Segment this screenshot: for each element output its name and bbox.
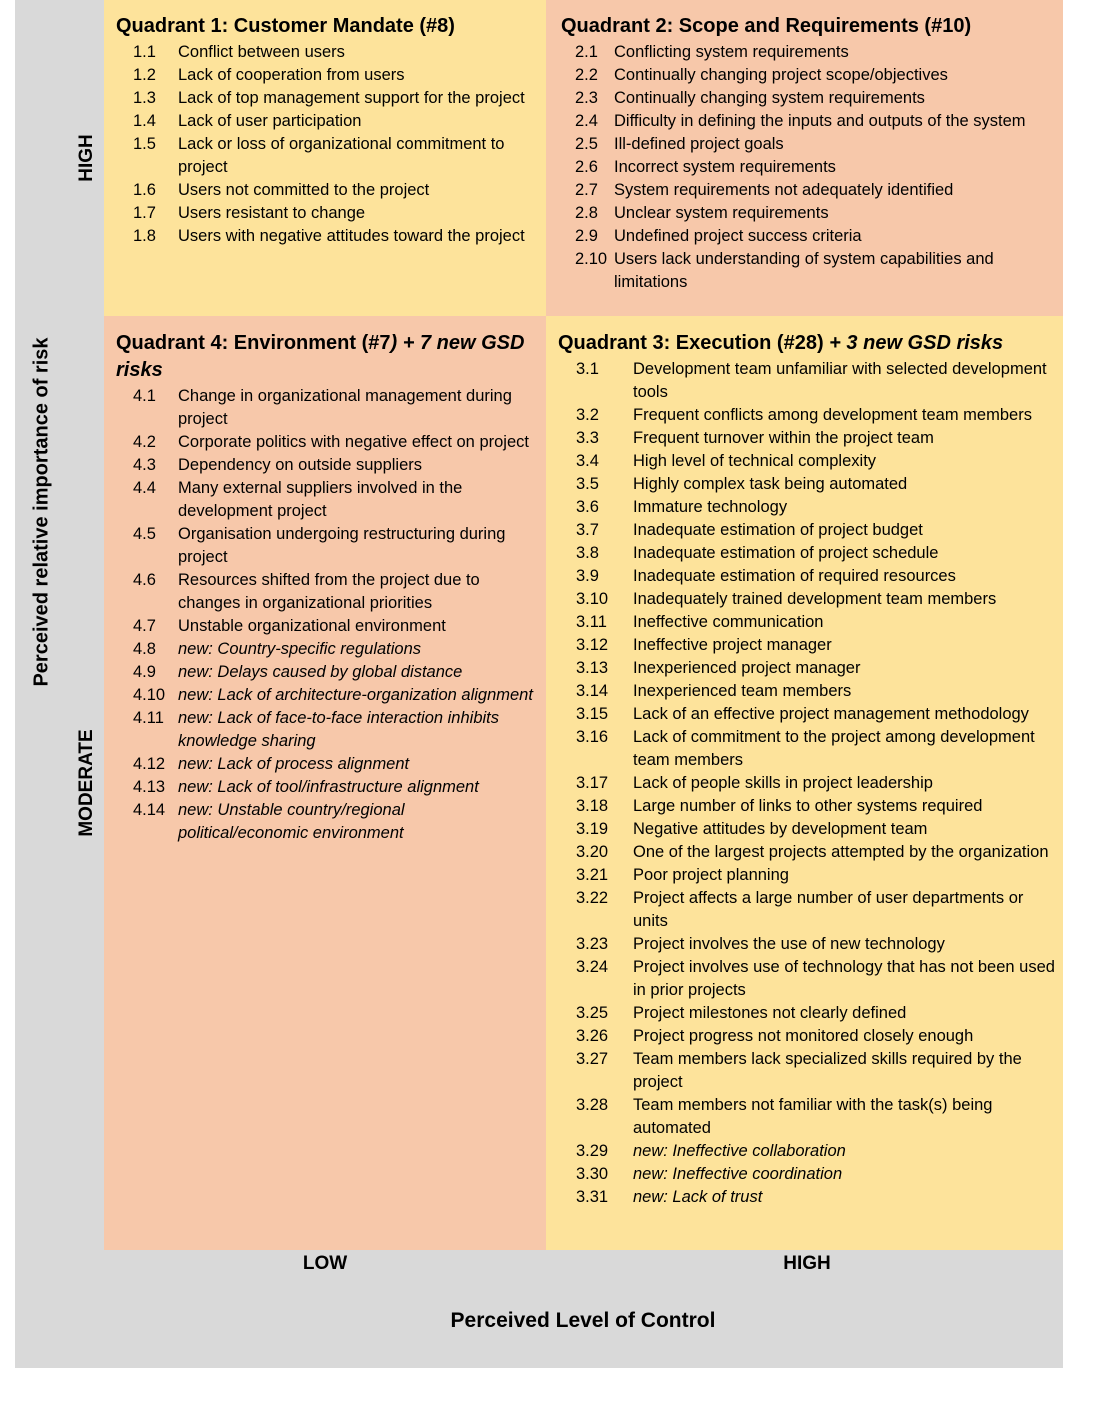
- risk-number: 3.14: [576, 682, 609, 700]
- quadrant-title: [116, 13, 538, 40]
- risk-text: Many external suppliers involved in the development project: [178, 479, 463, 520]
- risk-number: 3.22: [576, 889, 609, 907]
- risk-text: Large number of links to other systems required: [633, 797, 983, 815]
- risk-item: [116, 569, 538, 615]
- risk-text: Users not committed to the project: [178, 181, 430, 199]
- risk-text: Corporate politics with negative effect on project: [178, 433, 529, 451]
- quadrant-title-tail: ) + 7 new GSD risks: [116, 332, 525, 381]
- y-axis-high-label: HIGH: [76, 134, 97, 182]
- risk-number: 3.23: [576, 935, 609, 953]
- risk-item: [558, 1163, 1055, 1186]
- risk-number: 4.10: [133, 686, 166, 704]
- x-axis-high-label: HIGH: [783, 1253, 831, 1274]
- risk-text: Ineffective communication: [633, 613, 824, 631]
- risk-item: [561, 156, 1055, 179]
- risk-number: 3.21: [576, 866, 609, 884]
- risk-item: [558, 841, 1055, 864]
- risk-item: [558, 473, 1055, 496]
- risk-text: Inadequate estimation of project budget: [633, 521, 923, 539]
- risk-item: [116, 202, 538, 225]
- risk-item: [558, 956, 1055, 1002]
- quadrant-title-tail: + 3 new GSD risks: [823, 332, 1004, 354]
- risk-text: Lack of cooperation from users: [178, 66, 405, 84]
- risk-item: [558, 818, 1055, 841]
- risk-number: 3.11: [576, 613, 607, 631]
- risk-number: 4.12: [133, 755, 166, 773]
- risk-text: Development team unfamiliar with selected development tools: [633, 360, 1047, 401]
- risk-number: 2.3: [575, 89, 598, 107]
- risk-text: Continually changing project scope/objectives: [614, 66, 948, 84]
- risk-text: Project affects a large number of user departments or units: [633, 889, 1024, 930]
- risk-text: Frequent turnover within the project team: [633, 429, 934, 447]
- risk-item: [558, 634, 1055, 657]
- risk-number: 3.5: [576, 475, 599, 493]
- risk-number: 2.9: [575, 227, 598, 245]
- risk-item: [561, 248, 1055, 294]
- risk-text: Lack of user participation: [178, 112, 362, 130]
- risk-text: Lack of an effective project management methodology: [633, 705, 1029, 723]
- risk-item: [558, 1186, 1055, 1209]
- risk-text: new: Lack of tool/infrastructure alignment: [178, 778, 479, 796]
- risk-item: [558, 358, 1055, 404]
- risk-text: Inadequately trained development team members: [633, 590, 997, 608]
- risk-text: Users with negative attitudes toward the project: [178, 227, 525, 245]
- risk-item: [561, 225, 1055, 248]
- risk-number: 3.3: [576, 429, 599, 447]
- risk-number: 1.6: [133, 181, 156, 199]
- risk-number: 3.29: [576, 1142, 609, 1160]
- risk-item: [558, 1025, 1055, 1048]
- risk-number: 3.7: [576, 521, 599, 539]
- risk-text: Team members lack specialized skills required by the project: [633, 1050, 1022, 1091]
- risk-text: Dependency on outside suppliers: [178, 456, 422, 474]
- risk-item: [558, 450, 1055, 473]
- risk-item: [116, 110, 538, 133]
- quadrant-2-scope-requirements: [546, 0, 1063, 316]
- risk-item: [561, 87, 1055, 110]
- risk-text: Users resistant to change: [178, 204, 366, 222]
- risk-text: new: Delays caused by global distance: [178, 663, 463, 681]
- risk-number: 3.19: [576, 820, 609, 838]
- risk-text: Change in organizational management during project: [178, 387, 512, 428]
- risk-text: Lack of people skills in project leadership: [633, 774, 933, 792]
- risk-item: [558, 933, 1055, 956]
- risk-item: [116, 661, 538, 684]
- risk-item: [116, 133, 538, 179]
- risk-item: [558, 726, 1055, 772]
- risk-list: [116, 41, 538, 248]
- risk-number: 2.1: [575, 43, 598, 61]
- risk-text: Inadequate estimation of required resources: [633, 567, 956, 585]
- risk-text: Lack of commitment to the project among development team members: [633, 728, 1035, 769]
- risk-number: 4.4: [133, 479, 156, 497]
- risk-list: [558, 358, 1055, 1209]
- quadrant-title-main: Quadrant 2: Scope and Requirements (#10): [561, 15, 972, 37]
- risk-item: [558, 496, 1055, 519]
- risk-number: 3.30: [576, 1165, 609, 1183]
- risk-number: 4.2: [133, 433, 156, 451]
- risk-text: Inexperienced project manager: [633, 659, 861, 677]
- risk-number: 1.5: [133, 135, 156, 153]
- risk-text: new: Lack of trust: [633, 1188, 763, 1206]
- risk-text: Inexperienced team members: [633, 682, 852, 700]
- risk-text: Difficulty in defining the inputs and outputs of the system: [614, 112, 1026, 130]
- risk-number: 3.27: [576, 1050, 609, 1068]
- risk-number: 1.2: [133, 66, 156, 84]
- risk-text: Undefined project success criteria: [614, 227, 862, 245]
- quadrant-3-execution: [546, 316, 1063, 1250]
- risk-item: [561, 41, 1055, 64]
- quadrant-title-main: Quadrant 1: Customer Mandate (#8): [116, 15, 455, 37]
- risk-item: [116, 385, 538, 431]
- risk-number: 4.6: [133, 571, 156, 589]
- risk-list: [561, 41, 1055, 294]
- risk-item: [116, 799, 538, 845]
- x-axis-title: Perceived Level of Control: [450, 1309, 716, 1332]
- risk-text: new: Lack of architecture-organization alignment: [178, 686, 533, 704]
- risk-number: 3.24: [576, 958, 609, 976]
- risk-item: [116, 225, 538, 248]
- quadrant-1-customer-mandate: [104, 0, 546, 316]
- risk-item: [558, 427, 1055, 450]
- risk-number: 1.7: [133, 204, 156, 222]
- risk-text: Team members not familiar with the task(s) being automated: [633, 1096, 993, 1137]
- risk-number: 3.17: [576, 774, 609, 792]
- risk-number: 3.8: [576, 544, 599, 562]
- risk-number: 3.4: [576, 452, 599, 470]
- risk-text: new: Lack of face-to-face interaction inhibits knowledge sharing: [178, 709, 500, 750]
- risk-item: [116, 776, 538, 799]
- risk-item: [116, 41, 538, 64]
- risk-number: 4.3: [133, 456, 156, 474]
- risk-item: [558, 1094, 1055, 1140]
- risk-text: Unclear system requirements: [614, 204, 829, 222]
- risk-number: 3.20: [576, 843, 609, 861]
- risk-item: [116, 753, 538, 776]
- risk-text: Highly complex task being automated: [633, 475, 908, 493]
- risk-number: 2.8: [575, 204, 598, 222]
- risk-number: 3.18: [576, 797, 609, 815]
- risk-number: 4.13: [133, 778, 166, 796]
- quadrant-title: [558, 330, 1055, 357]
- risk-item: [558, 864, 1055, 887]
- risk-text: Negative attitudes by development team: [633, 820, 928, 838]
- y-axis-title: Perceived relative importance of risk: [30, 337, 53, 687]
- quadrant-title: [561, 13, 1055, 40]
- risk-item: [561, 202, 1055, 225]
- risk-item: [116, 523, 538, 569]
- risk-number: 2.2: [575, 66, 598, 84]
- risk-text: Project involves the use of new technology: [633, 935, 945, 953]
- risk-text: Frequent conflicts among development team members: [633, 406, 1032, 424]
- risk-item: [558, 795, 1055, 818]
- risk-text: Continually changing system requirements: [614, 89, 925, 107]
- risk-item: [558, 588, 1055, 611]
- risk-number: 1.8: [133, 227, 156, 245]
- risk-text: new: Unstable country/regional political/economic environment: [178, 801, 405, 842]
- quadrant-title: [116, 330, 538, 384]
- risk-item: [116, 431, 538, 454]
- risk-number: 3.12: [576, 636, 609, 654]
- risk-text: new: Country-specific regulations: [178, 640, 422, 658]
- risk-text: Project progress not monitored closely enough: [633, 1027, 974, 1045]
- risk-number: 2.6: [575, 158, 598, 176]
- risk-item: [558, 887, 1055, 933]
- risk-number: 4.9: [133, 663, 156, 681]
- risk-number: 3.1: [576, 360, 599, 378]
- risk-text: Project milestones not clearly defined: [633, 1004, 907, 1022]
- risk-text: new: Ineffective coordination: [633, 1165, 843, 1183]
- risk-item: [561, 64, 1055, 87]
- risk-item: [116, 615, 538, 638]
- y-axis-moderate-label: MODERATE: [76, 729, 97, 837]
- risk-number: 3.13: [576, 659, 609, 677]
- risk-item: [558, 657, 1055, 680]
- risk-number: 3.16: [576, 728, 609, 746]
- risk-number: 2.5: [575, 135, 598, 153]
- risk-number: 3.10: [576, 590, 609, 608]
- risk-number: 4.14: [133, 801, 166, 819]
- risk-item: [116, 87, 538, 110]
- quadrant-4-environment: [104, 316, 546, 1250]
- risk-text: Conflicting system requirements: [614, 43, 849, 61]
- risk-item: [558, 519, 1055, 542]
- risk-item: [558, 772, 1055, 795]
- risk-item: [116, 454, 538, 477]
- risk-text: One of the largest projects attempted by the organization: [633, 843, 1049, 861]
- risk-item: [116, 684, 538, 707]
- risk-number: 2.7: [575, 181, 598, 199]
- risk-item: [558, 680, 1055, 703]
- risk-text: Poor project planning: [633, 866, 789, 884]
- risk-item: [561, 110, 1055, 133]
- risk-item: [558, 565, 1055, 588]
- risk-number: 3.28: [576, 1096, 609, 1114]
- risk-number: 2.10: [575, 250, 608, 268]
- risk-text: Users lack understanding of system capabilities and limitations: [614, 250, 994, 291]
- risk-text: Project involves use of technology that has not been used in prior projects: [633, 958, 1055, 999]
- risk-text: Incorrect system requirements: [614, 158, 836, 176]
- risk-number: 3.15: [576, 705, 609, 723]
- risk-item: [558, 611, 1055, 634]
- risk-item: [116, 638, 538, 661]
- risk-number: 3.2: [576, 406, 599, 424]
- risk-number: 3.6: [576, 498, 599, 516]
- risk-text: Ill-defined project goals: [614, 135, 784, 153]
- risk-text: Lack or loss of organizational commitment to project: [178, 135, 505, 176]
- risk-number: 2.4: [575, 112, 598, 130]
- risk-number: 4.8: [133, 640, 156, 658]
- risk-number: 4.1: [133, 387, 156, 405]
- risk-item: [116, 477, 538, 523]
- risk-item: [116, 64, 538, 87]
- risk-item: [558, 1140, 1055, 1163]
- risk-number: 3.31: [576, 1188, 609, 1206]
- risk-list: [116, 385, 538, 845]
- risk-text: Conflict between users: [178, 43, 345, 61]
- risk-number: 4.11: [133, 709, 164, 727]
- quadrant-title-main: Quadrant 3: Execution (#28): [558, 332, 824, 354]
- risk-text: High level of technical complexity: [633, 452, 877, 470]
- risk-text: Resources shifted from the project due to changes in organizational priorities: [178, 571, 480, 612]
- risk-text: new: Lack of process alignment: [178, 755, 410, 773]
- risk-text: Immature technology: [633, 498, 788, 516]
- risk-text: System requirements not adequately identified: [614, 181, 954, 199]
- risk-text: new: Ineffective collaboration: [633, 1142, 846, 1160]
- risk-item: [558, 1048, 1055, 1094]
- risk-text: Unstable organizational environment: [178, 617, 446, 635]
- risk-item: [558, 1002, 1055, 1025]
- risk-item: [558, 542, 1055, 565]
- quadrant-title-main: Quadrant 4: Environment (#7: [116, 332, 391, 354]
- risk-number: 1.1: [133, 43, 156, 61]
- x-axis-low-label: LOW: [302, 1253, 348, 1274]
- risk-item: [116, 707, 538, 753]
- risk-number: 1.4: [133, 112, 156, 130]
- risk-text: Ineffective project manager: [633, 636, 832, 654]
- risk-item: [116, 179, 538, 202]
- risk-item: [558, 703, 1055, 726]
- risk-number: 4.5: [133, 525, 156, 543]
- risk-text: Lack of top management support for the project: [178, 89, 525, 107]
- risk-number: 3.26: [576, 1027, 609, 1045]
- risk-item: [561, 133, 1055, 156]
- risk-number: 4.7: [133, 617, 156, 635]
- risk-text: Organisation undergoing restructuring during project: [178, 525, 506, 566]
- risk-item: [558, 404, 1055, 427]
- risk-item: [561, 179, 1055, 202]
- risk-number: 3.25: [576, 1004, 609, 1022]
- risk-number: 3.9: [576, 567, 599, 585]
- risk-number: 1.3: [133, 89, 156, 107]
- risk-text: Inadequate estimation of project schedule: [633, 544, 939, 562]
